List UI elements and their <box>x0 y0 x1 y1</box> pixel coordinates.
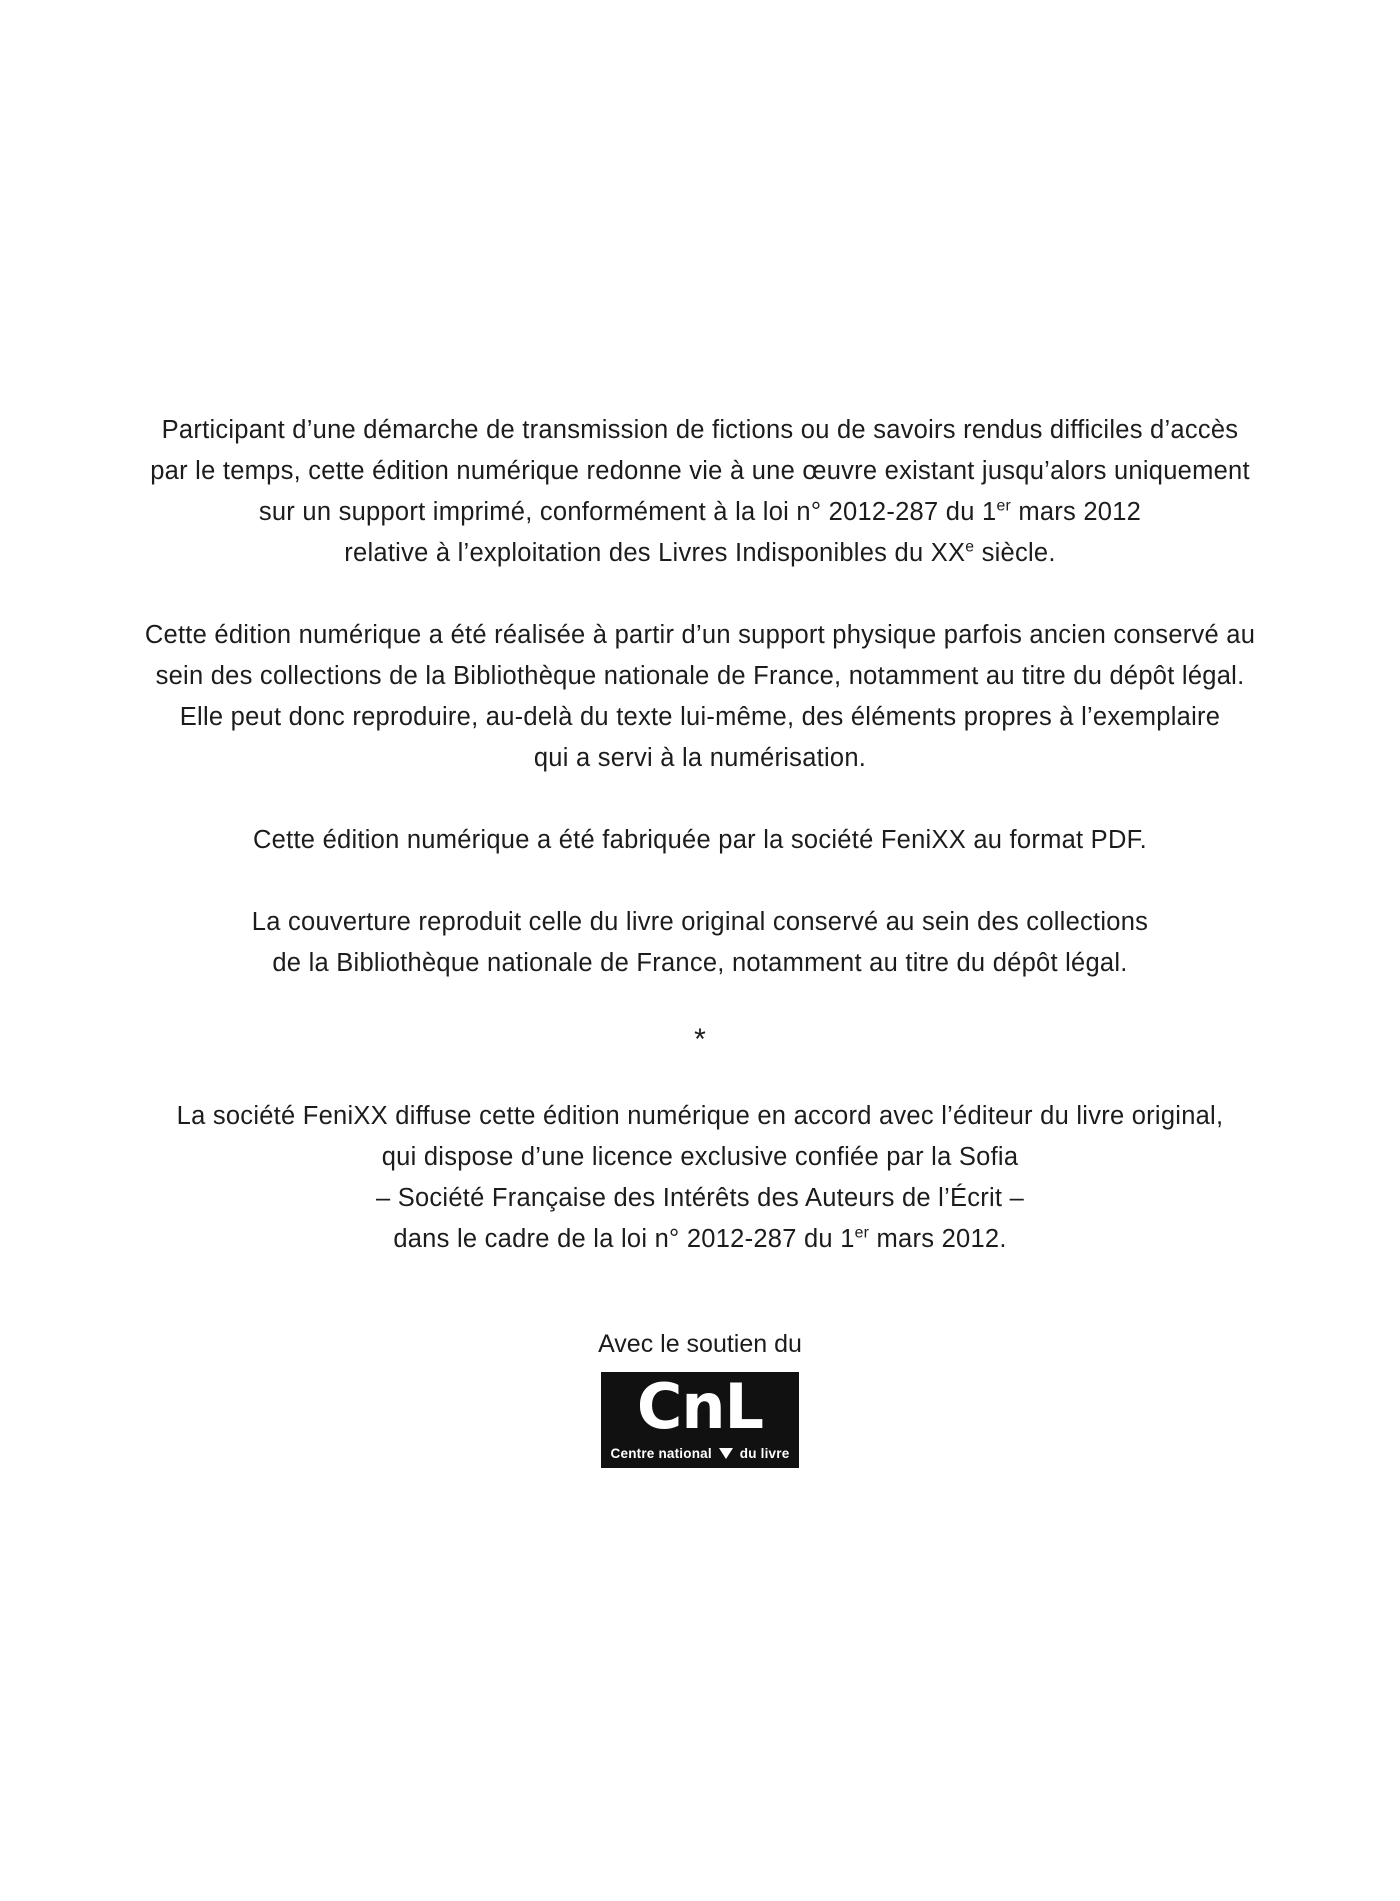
line-text: Participant d’une démarche de transmission de fictions ou de savoirs rendus difficiles d’accès <box>161 416 1239 444</box>
ordinal-suffix: er <box>996 497 1011 515</box>
cnl-tagline-left: Centre national <box>610 1446 712 1461</box>
century-suffix: e <box>965 538 975 556</box>
paragraph-separator: * <box>694 1023 706 1056</box>
ordinal-suffix: er <box>854 1224 870 1242</box>
paragraph-fabrication <box>140 820 1260 861</box>
law-number: 2012-287 <box>828 498 939 526</box>
cnl-tagline <box>601 1444 799 1464</box>
paragraph-support-physique <box>140 615 1260 779</box>
paragraph-transmission <box>140 410 1260 574</box>
paragraph-diffusion <box>140 1096 1260 1260</box>
line-text: La couverture reproduit celle du livre original conservé au sein des collections <box>251 908 1149 936</box>
line-text: par le temps, cette édition numérique redonne vie à une œuvre existant jusqu’alors uniquement <box>150 457 1250 485</box>
support-block <box>598 1328 802 1468</box>
month-year: mars 2012 <box>876 1225 1000 1253</box>
law-number: 2012-287 <box>686 1225 797 1253</box>
triangle-icon <box>719 1448 733 1459</box>
cnl-tagline-right: du livre <box>739 1446 790 1461</box>
cnl-logo <box>601 1372 799 1468</box>
ordinal-base: 1 <box>840 1225 855 1253</box>
paragraph-couverture <box>140 902 1260 984</box>
cnl-acronym: CnL <box>636 1370 764 1443</box>
line-text: relative à l’exploitation des Livres Indisponibles du XXe siècle. <box>344 538 1056 567</box>
line-text: de la Bibliothèque nationale de France, notamment au titre du dépôt légal. <box>272 949 1128 977</box>
legal-notice-block <box>0 410 1400 1468</box>
line-text: qui dispose d’une licence exclusive confiée par la Sofia <box>381 1143 1019 1171</box>
line-text: – Société Française des Intérêts des Auteurs de l’Écrit – <box>375 1184 1025 1212</box>
century-base: XX <box>930 539 966 567</box>
line-text: Cette édition numérique a été réalisée à partir d’un support physique parfois ancien conservé au <box>144 621 1256 649</box>
ordinal-base: 1 <box>982 498 997 526</box>
line-text: sur un support imprimé, conformément à la loi n° 2012-287 du 1er mars 2012 <box>258 497 1142 526</box>
month-year: mars 2012 <box>1018 498 1142 526</box>
line-text: Cette édition numérique a été fabriquée par la société FeniXX au format PDF. <box>253 826 1147 854</box>
support-label: Avec le soutien du <box>598 1330 802 1358</box>
line-text: dans le cadre de la loi n° 2012-287 du 1er mars 2012. <box>393 1224 1007 1253</box>
line-text: sein des collections de la Bibliothèque nationale de France, notamment au titre du dépôt légal. <box>155 662 1245 690</box>
line-text: Elle peut donc reproduire, au-delà du texte lui-même, des éléments propres à l’exemplaire <box>179 703 1221 731</box>
line-text: qui a servi à la numérisation. <box>533 744 867 772</box>
line-text: La société FeniXX diffuse cette édition numérique en accord avec l’éditeur du livre original, <box>176 1102 1224 1130</box>
